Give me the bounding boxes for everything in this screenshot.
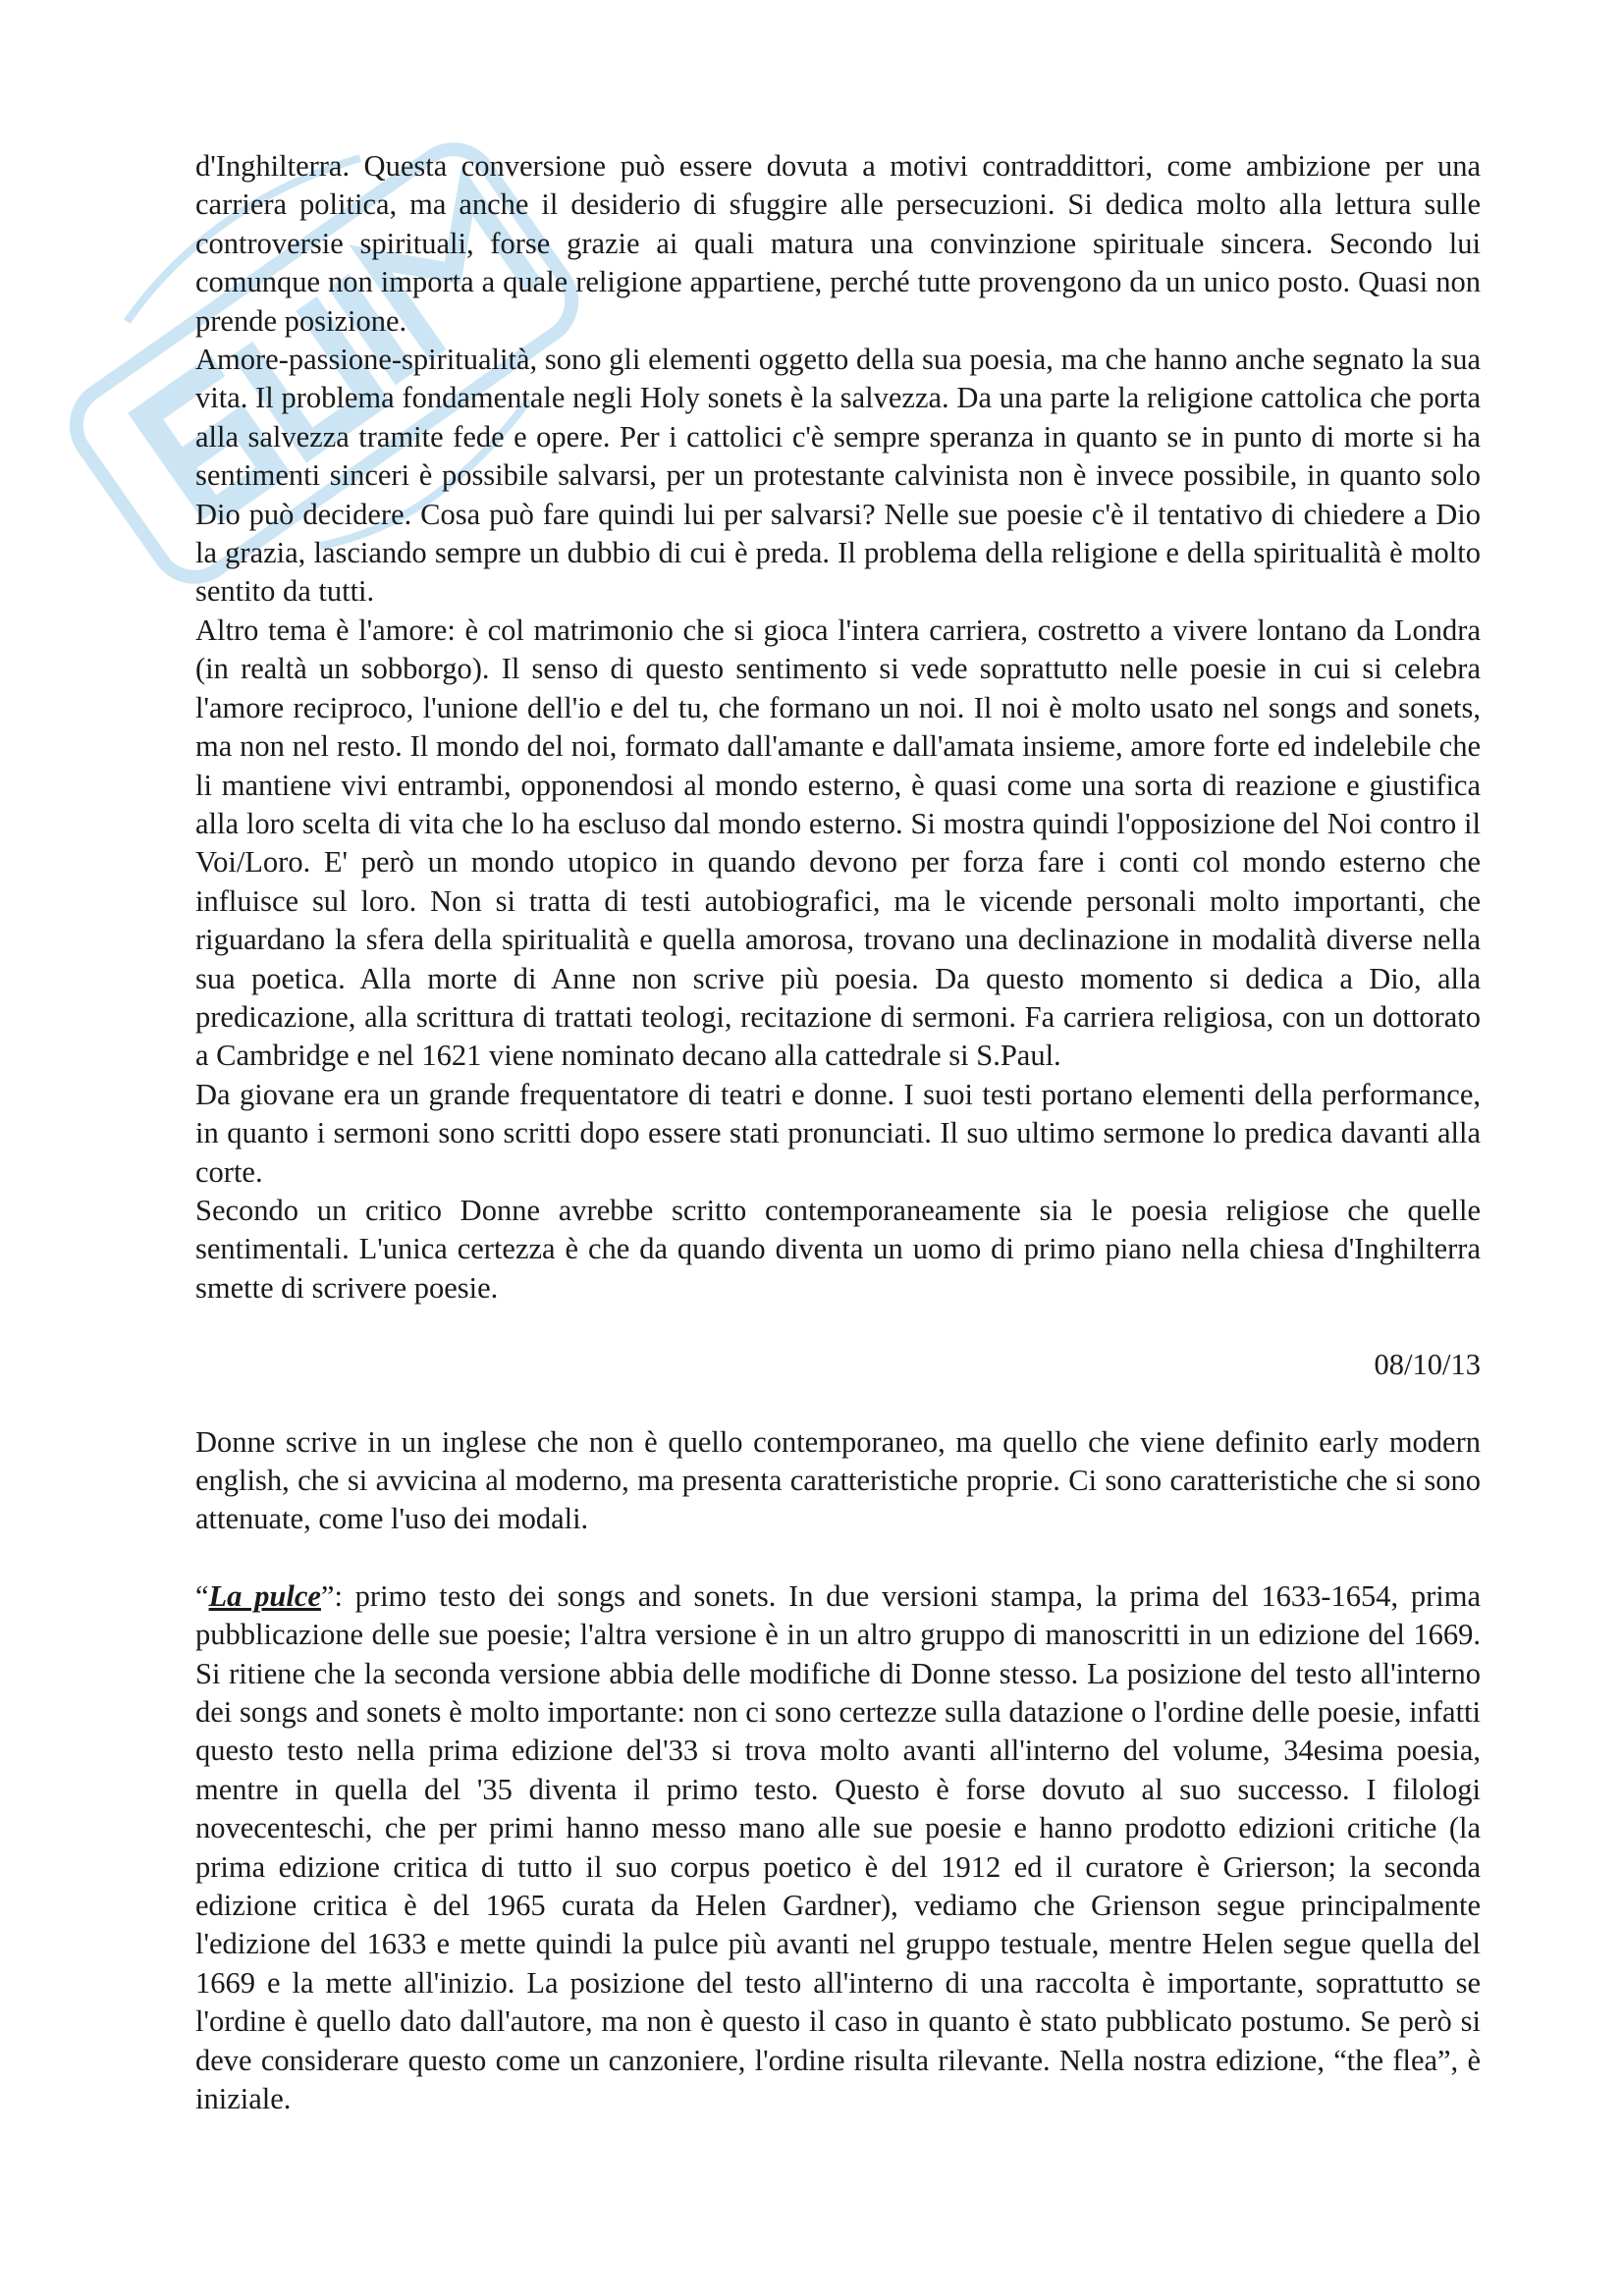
paragraph-critic: Secondo un critico Donne avrebbe scritto contemporaneamente sia le poesia religiose che quelle sentimentali. L'unica certezza è che da quando diventa un uomo di primo piano nella chiesa d'Inghilterra smette di scrivere poesie.: [195, 1193, 1481, 1305]
paragraph-conversion: d'Inghilterra. Questa conversione può essere dovuta a motivi contraddittori, come ambizione per una carriera politica, ma anche il desiderio di sfuggire alle persecuzioni. Si dedica molto alla lettura sulle controversie spirituali, forse grazie ai quali matura una convinzione spirituale sincera. Secondo lui comunque non importa a quale religione appartiene, perché tutte provengono da un unico posto. Quasi non prende posizione.: [195, 149, 1481, 338]
paragraph-pulce: [195, 1577, 1481, 2119]
document-body: [195, 147, 1481, 2119]
paragraph-spirituality: Amore-passione-spiritualità, sono gli elementi oggetto della sua poesia, ma che hanno anche segnato la sua vita. Il problema fondamentale negli Holy sonets è la salvezza. Da una parte la religione cattolica che porta alla salvezza tramite fede e opere. Per i cattolici c'è sempre speranza in quanto se in punto di morte si ha sentimenti sinceri è possibile salvarsi, per un protestante calvinista non è invece possibile, in quanto solo Dio può decidere. Cosa può fare quindi lui per salvarsi? Nelle sue poesie c'è il tentativo di chiedere a Dio la grazia, lasciando sempre un dubbio di cui è preda. Il problema della religione e della spiritualità è molto sentito da tutti.: [195, 343, 1481, 609]
paragraph-youth: Da giovane era un grande frequentatore di teatri e donne. I suoi testi portano elementi della performance, in quanto i sermoni sono scritti dopo essere stati pronunciati. Il suo ultimo sermone lo predica davanti alla corte.: [195, 1077, 1481, 1189]
close-quote: ”: [320, 1578, 335, 1613]
paragraph-love: Altro tema è l'amore: è col matrimonio che si gioca l'intera carriera, costretto a vivere lontano da Londra (in realtà un sobborgo). Il senso di questo sentimento si vede soprattutto nelle poesie in cui si celebra l'amore reciproco, l'unione dell'io e del tu, che formano un noi. Il noi è molto usato nel songs and sonets, ma non nel resto. Il mondo del noi, formato dall'amante e dall'amata insieme, amore forte ed indelebile che li mantiene vivi entrambi, opponendosi al mondo esterno, è quasi come una sorta di reazione e giustifica alla loro scelta di vita che lo ha escluso dal mondo esterno. Si mostra quindi l'opposizione del Noi contro il Voi/Loro. E' però un mondo utopico in quando devono per forza fare i conti col mondo esterno che influisce sul loro. Non si tratta di testi autobiografici, ma le vicende personali molto importanti, che riguardano la sfera della spiritualità e quella amorosa, trovano una declinazione in modalità diverse nella sua poetica. Alla morte di Anne non scrive più poesia. Da questo momento si dedica a Dio, alla predicazione, alla scrittura di trattati teologi, recitazione di sermoni. Fa carriera religiosa, con un dottorato a Cambridge e nel 1621 viene nominato decano alla cattedrale si S.Paul.: [195, 613, 1481, 1073]
paragraph-language: Donne scrive in un inglese che non è quello contemporaneo, ma quello che viene definito early modern english, che si avvicina al moderno, ma presenta caratteristiche proprie. Ci sono caratteristiche che si sono attenuate, come l'uso dei modali.: [195, 1424, 1481, 1536]
pulce-text: : primo testo dei songs and sonets. In due versioni stampa, la prima del 1633-1654, prima pubblicazione delle sue poesie; l'altra versione è in un altro gruppo di manoscritti in un edizione del 1669. Si ritiene che la seconda versione abbia delle modifiche di Donne stesso. La posizione del testo all'interno dei songs and sonets è molto importante: non ci sono certezze sulla datazione o l'ordine delle poesie, infatti questo testo nella prima edizione del'33 si trova molto avanti all'interno del volume, 34esima poesia, mentre in quella del '35 diventa il primo testo. Questo è forse dovuto al suo successo. I filologi novecenteschi, che per primi hanno messo mano alle sue poesie e hanno prodotto edizioni critiche (la prima edizione critica di tutto il suo corpus poetico è del 1912 ed il curatore è Grierson; la seconda edizione critica è del 1965 curata da Helen Gardner), vediamo che Grienson segue principalmente l'edizione del 1633 e mette quindi la pulce più avanti nel gruppo testuale, mentre Helen segue quella del 1669 e la mette all'inizio. La posizione del testo all'interno di una raccolta è importante, soprattutto se l'ordine è quello dato dall'autore, ma non è questo il caso in quanto è stato pubblicato postumo. Se però si deve considerare questo come un canzoniere, l'ordine risulta rilevante. Nella nostra edizione, “the flea”, è iniziale.: [195, 1578, 1481, 2116]
open-quote: “: [195, 1578, 209, 1613]
lecture-date: 08/10/13: [1374, 1348, 1481, 1382]
poem-title: La pulce: [208, 1578, 321, 1613]
